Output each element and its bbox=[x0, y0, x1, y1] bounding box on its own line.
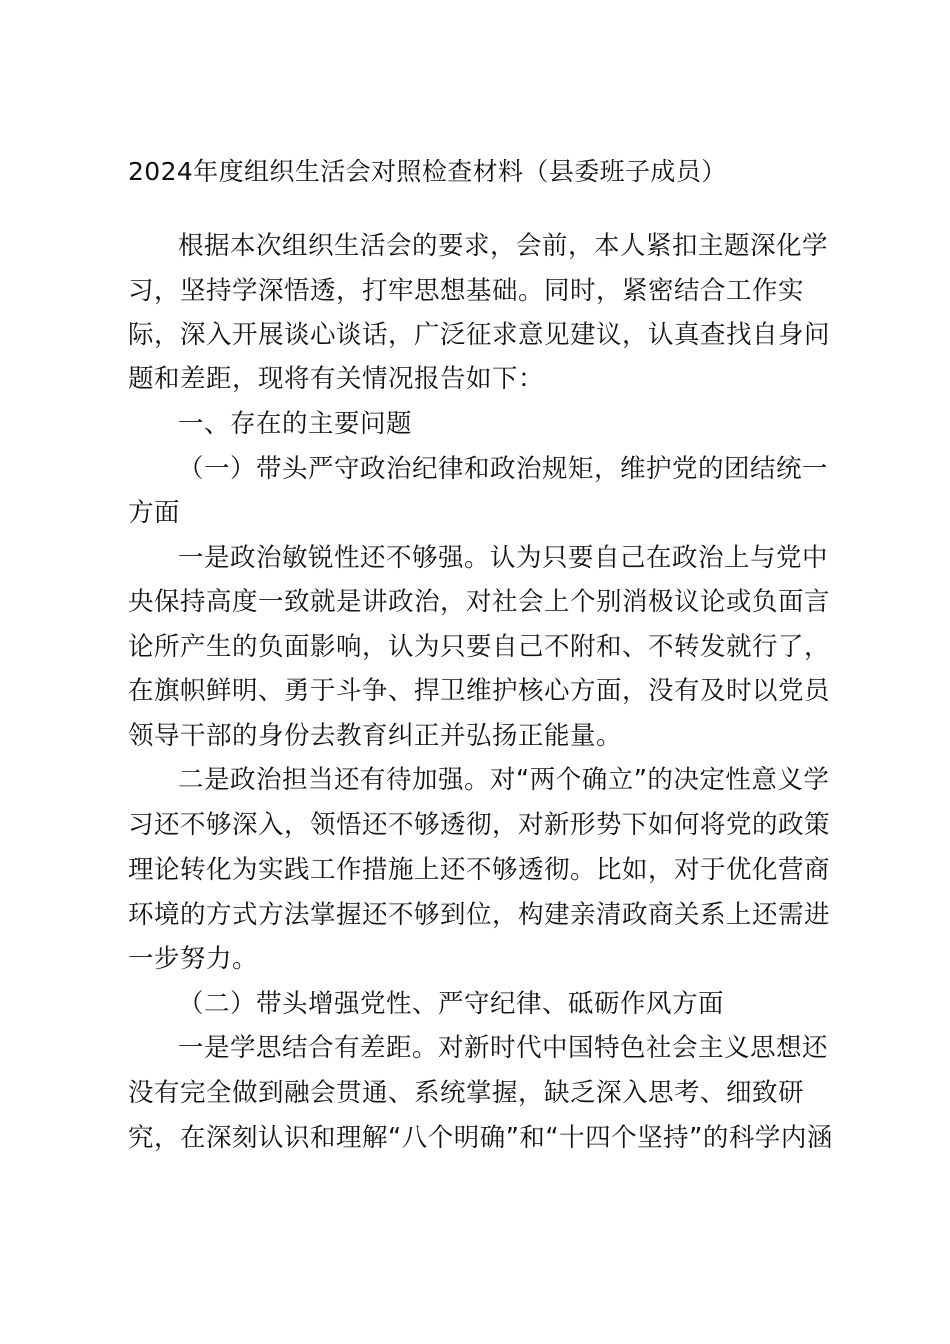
paragraph-line: 根据本次组织生活会的要求，会前，本人紧扣主题深化学 bbox=[178, 231, 829, 261]
paragraph-line: 领导干部的身份去教育纠正并弘扬正能量。 bbox=[128, 721, 623, 751]
document-title: 2024年度组织生活会对照检查材料（县委班子成员） bbox=[128, 157, 727, 186]
paragraph-line: 习还不够深入，领悟还不够透彻，对新形势下如何将党的政策 bbox=[128, 810, 831, 840]
paragraph-line: 没有完全做到融会贯通、系统掌握，缺乏深入思考、细致研 bbox=[128, 1078, 805, 1108]
paragraph-line: 际，深入开展谈心谈话，广泛征求意见建议，认真查找自身问 bbox=[128, 320, 831, 350]
section-heading: 一、存在的主要问题 bbox=[178, 409, 413, 439]
paragraph-line: 一步努力。 bbox=[128, 944, 259, 974]
paragraph-line: 论所产生的负面影响，认为只要自己不附和、不转发就行了， bbox=[128, 632, 831, 662]
paragraph-line: 二是政治担当还有待加强。对“两个确立”的决定性意义学 bbox=[178, 765, 830, 795]
subsection-heading: （一）带头严守政治纪律和政治规矩，维护党的团结统一 bbox=[178, 454, 829, 484]
paragraph-line: 一是政治敏锐性还不够强。认为只要自己在政治上与党中 bbox=[178, 543, 829, 573]
paragraph-line: 在旗帜鲜明、勇于斗争、捍卫维护核心方面，没有及时以党员 bbox=[128, 676, 831, 706]
subsection-heading-continuation: 方面 bbox=[128, 498, 181, 528]
paragraph-line: 究，在深刻认识和理解“八个明确”和“十四个坚持”的科学内涵 bbox=[128, 1123, 833, 1153]
paragraph-line: 习，坚持学深悟透，打牢思想基础。同时，紧密结合工作实 bbox=[128, 276, 805, 306]
paragraph-line: 题和差距，现将有关情况报告如下： bbox=[128, 364, 545, 394]
paragraph-line: 一是学思结合有差距。对新时代中国特色社会主义思想还 bbox=[178, 1033, 829, 1063]
paragraph-line: 环境的方式方法掌握还不够到位，构建亲清政商关系上还需进 bbox=[128, 900, 831, 930]
paragraph-line: 理论转化为实践工作措施上还不够透彻。比如，对于优化营商 bbox=[128, 855, 831, 885]
paragraph-line: 央保持高度一致就是讲政治，对社会上个别消极议论或负面言 bbox=[128, 587, 831, 617]
subsection-heading: （二）带头增强党性、严守纪律、砥砺作风方面 bbox=[178, 989, 725, 1019]
